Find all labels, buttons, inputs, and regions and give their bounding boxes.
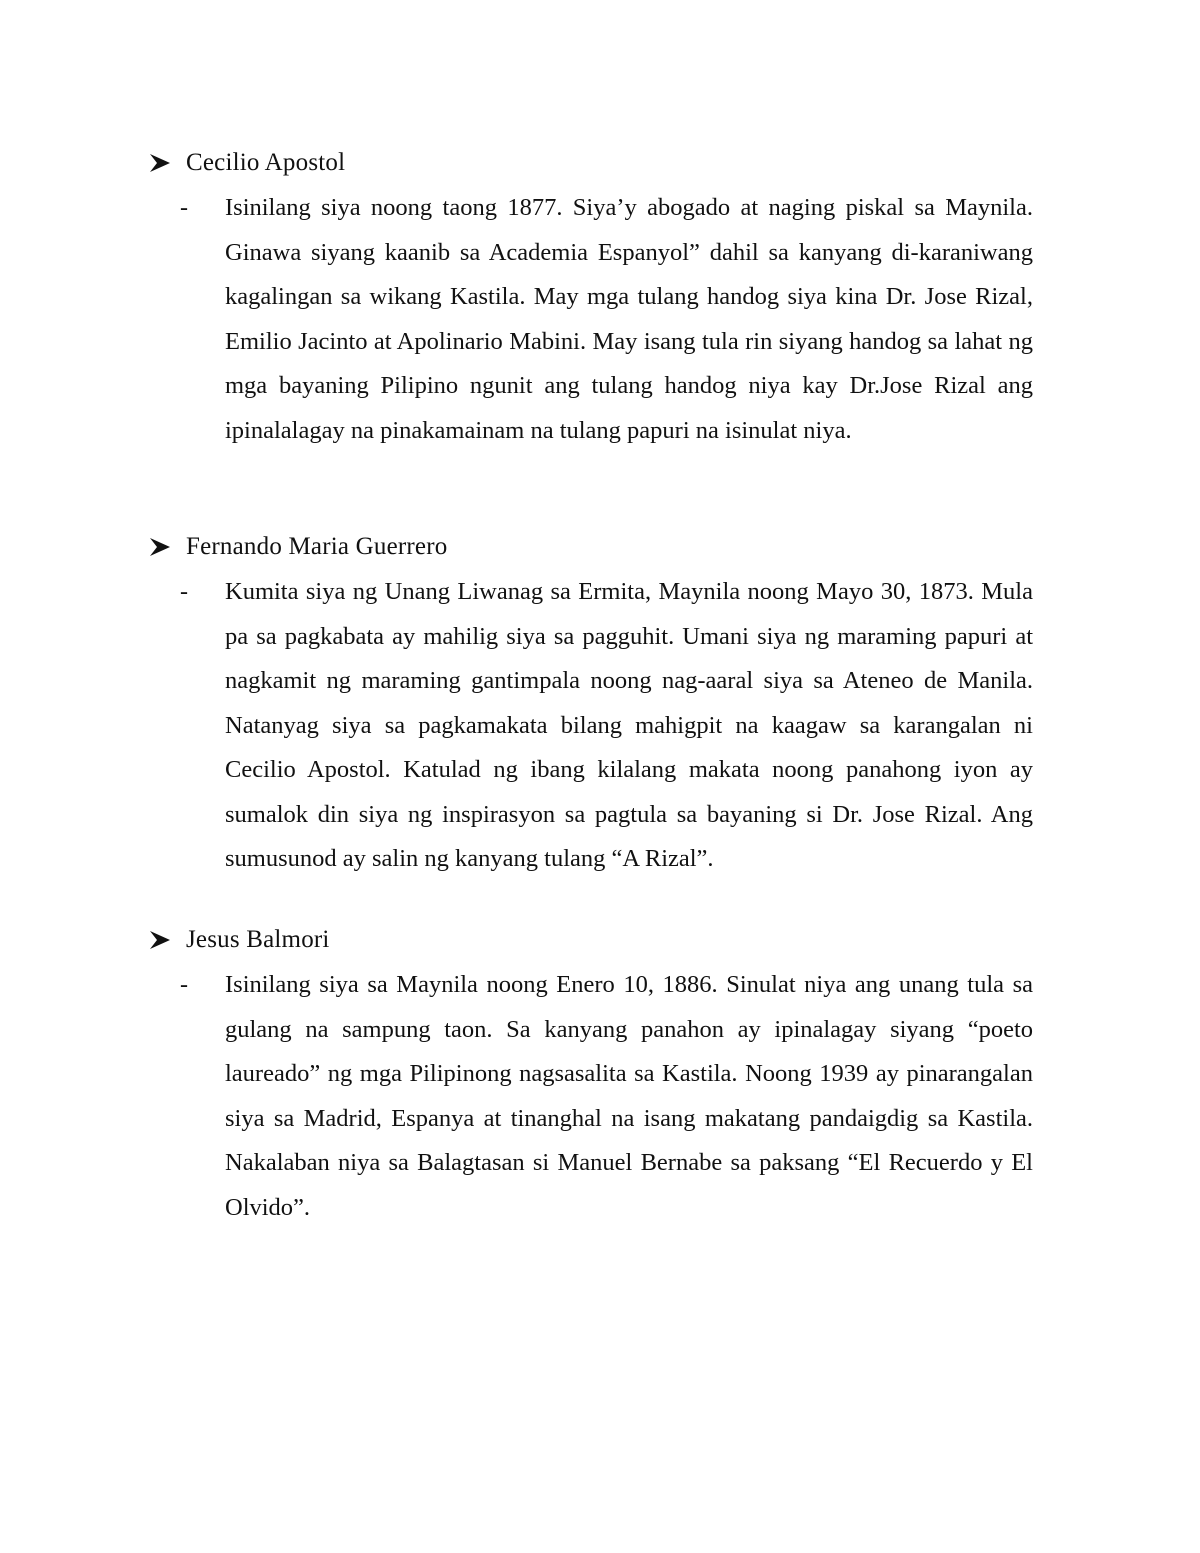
arrow-bullet-icon (148, 536, 172, 558)
dash-bullet: - (180, 579, 188, 605)
entry-heading (148, 148, 345, 178)
entry-heading (148, 925, 330, 955)
entry-name: Fernando Maria Guerrero (186, 533, 448, 560)
entry-heading (148, 532, 447, 562)
dash-bullet: - (180, 972, 188, 998)
arrow-bullet-icon (148, 152, 172, 174)
entry-bio: Isinilang siya sa Maynila noong Enero 10, 1886. Sinulat niya ang unang tula sa gulang na sampung taon. Sa kanyang panahon ay ipinalagay siyang “poeto laureado” ng mga Pilipinong nagsasalita sa Kastila. Noong 1939 ay pinarangalan siya sa Madrid, Espanya at tinanghal na isang makatang pandaigdig sa Kastila. Nakalaban niya sa Balagtasan si Manuel Bernabe sa paksang “El Recuerdo y El Olvido”. (225, 971, 1033, 1221)
entry-name: Cecilio Apostol (186, 149, 346, 176)
entry-bio: Isinilang siya noong taong 1877. Siya’y abogado at naging piskal sa Maynila. Ginawa siyang kaanib sa Academia Espanyol” dahil sa kanyang di-karaniwang kagalingan sa wikang Kastila. May mga tulang handog siya kina Dr. Jose Rizal, Emilio Jacinto at Apolinario Mabini. May isang tula rin siyang handog sa lahat ng mga bayaning Pilipino ngunit ang tulang handog niya kay Dr.Jose Rizal ang ipinalalagay na pinakamainam na tulang papuri na isinulat niya. (225, 194, 1033, 444)
entry-bio: Kumita siya ng Unang Liwanag sa Ermita, Maynila noong Mayo 30, 1873. Mula pa sa pagkabata ay mahilig siya sa pagguhit. Umani siya ng maraming papuri at nagkamit ng maraming gantimpala noong nag-aaral siya sa Ateneo de Manila. Natanyag siya sa pagkamakata bilang mahigpit na kaagaw sa karangalan ni Cecilio Apostol. Katulad ng ibang kilalang makata noong panahong iyon ay sumalok din siya ng inspirasyon sa pagtula sa bayaning si Dr. Jose Rizal. Ang sumusunod ay salin ng kanyang tulang “A Rizal”. (225, 578, 1033, 872)
arrow-bullet-icon (148, 929, 172, 951)
dash-bullet: - (180, 195, 188, 221)
entry-name: Jesus Balmori (186, 926, 330, 953)
